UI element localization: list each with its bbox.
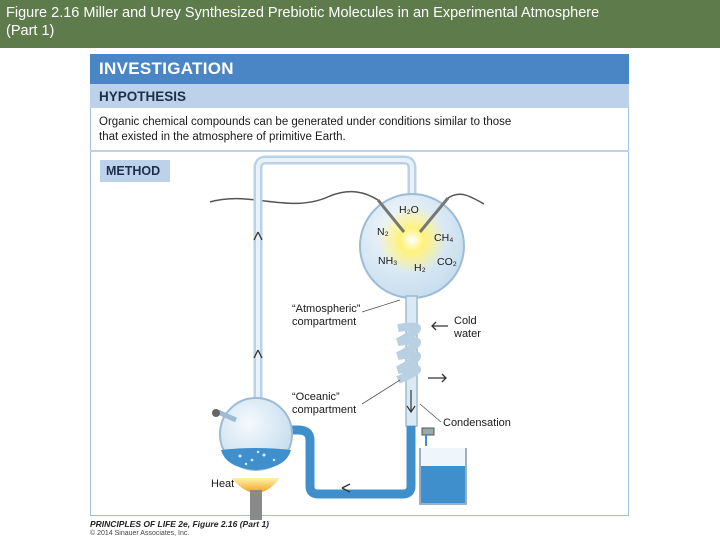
slide-title-line2: (Part 1) <box>6 23 55 39</box>
oceanic-line2: compartment <box>292 404 357 416</box>
heat-label: Heat <box>211 478 235 490</box>
gas-ch4: CH₄ <box>434 232 454 244</box>
slide-title-line1: Figure 2.16 Miller and Urey Synthesized Prebiotic Molecules in an Experimental Atmosphere <box>6 5 600 21</box>
atmospheric-line1: “Atmospheric” <box>292 303 361 315</box>
hypothesis-label: HYPOTHESIS <box>99 89 187 104</box>
investigation-label: INVESTIGATION <box>99 59 234 78</box>
copyright-notice: © 2014 Sinauer Associates, Inc. <box>90 530 190 537</box>
method-label: METHOD <box>106 164 161 178</box>
gas-h2: H₂ <box>414 262 426 274</box>
gas-n2: N₂ <box>377 226 389 238</box>
oceanic-line1: “Oceanic” <box>292 391 340 403</box>
condensation-label: Condensation <box>443 417 511 429</box>
cold-line2: water <box>454 328 481 340</box>
figure-credit: PRINCIPLES OF LIFE 2e, Figure 2.16 (Part 1) <box>90 519 270 529</box>
cold-line1: Cold <box>454 315 477 327</box>
gas-nh3: NH₃ <box>378 255 398 267</box>
hypothesis-line1: Organic chemical compounds can be generated under conditions similar to those <box>99 116 512 128</box>
gas-co2: CO₂ <box>437 256 457 268</box>
atmospheric-line2: compartment <box>292 316 357 328</box>
gas-h2o: H₂O <box>399 204 419 216</box>
hypothesis-line2: that existed in the atmosphere of primitive Earth. <box>99 131 346 143</box>
